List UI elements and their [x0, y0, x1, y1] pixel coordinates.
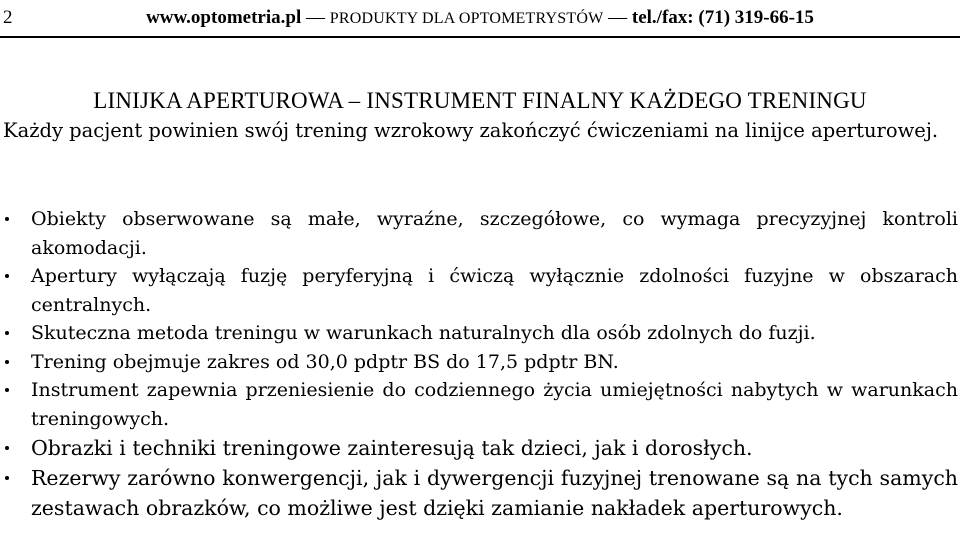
list-item — [0, 463, 958, 523]
list-item-text: Skuteczna metoda treningu w warunkach naturalnych dla osób zdolnych do fuzji. — [31, 322, 816, 344]
phone-fax: tel./fax: (71) 319-66-15 — [631, 7, 814, 28]
page-title: LINIJKA APERTUROWA – INSTRUMENT FINALNY KAŻDEGO TRENINGU — [93, 88, 867, 113]
list-item — [0, 348, 958, 377]
bullet-icon — [5, 476, 9, 480]
list-item — [0, 262, 958, 319]
list-item — [0, 205, 958, 262]
bullet-icon — [5, 446, 9, 450]
list-item — [0, 376, 958, 433]
list-item-text: Apertury wyłączają fuzję peryferyjną i ćwiczą wyłącznie zdolności fuzyjne w obszarach centralnych. — [31, 265, 958, 316]
products-label: PRODUKTY DLA OPTOMETRYSTÓW — [329, 10, 604, 27]
header-line — [0, 7, 960, 29]
page-number: 2 — [3, 7, 13, 28]
list-item-text: Obrazki i techniki treningowe zainteresują tak dzieci, jak i dorosłych. — [31, 436, 753, 460]
bullet-icon — [5, 388, 9, 392]
list-item — [0, 433, 958, 463]
page-header — [0, 0, 960, 36]
feature-list — [0, 205, 958, 523]
list-item-text: Rezerwy zarówno konwergencji, jak i dywergencji fuzyjnej trenowane są na tych samych zestawach obrazków, co możliwe jest dzięki zamianie nakładek aperturowych. — [31, 466, 958, 520]
bullet-icon — [5, 217, 9, 221]
list-item — [0, 319, 958, 348]
list-item-text: Obiekty obserwowane są małe, wyraźne, szczegółowe, co wymaga precyzyjnej kontroli akomodacji. — [31, 208, 958, 259]
bullet-icon — [5, 331, 9, 335]
intro-paragraph: Każdy pacjent powinien swój trening wzrokowy zakończyć ćwiczeniami na linijce aperturowej. — [3, 119, 939, 142]
list-item-text: Instrument zapewnia przeniesienie do codziennego życia umiejętności nabytych w warunkach treningowych. — [31, 379, 958, 430]
header-separator-1: — — [301, 7, 330, 28]
bullet-icon — [5, 360, 9, 364]
website-link[interactable]: www.optometria.pl — [146, 7, 302, 28]
header-separator-2: — — [603, 7, 632, 28]
header-divider — [0, 36, 960, 38]
list-item-text: Trening obejmuje zakres od 30,0 pdptr BS do 17,5 pdptr BN. — [31, 350, 619, 373]
bullet-icon — [5, 274, 9, 278]
